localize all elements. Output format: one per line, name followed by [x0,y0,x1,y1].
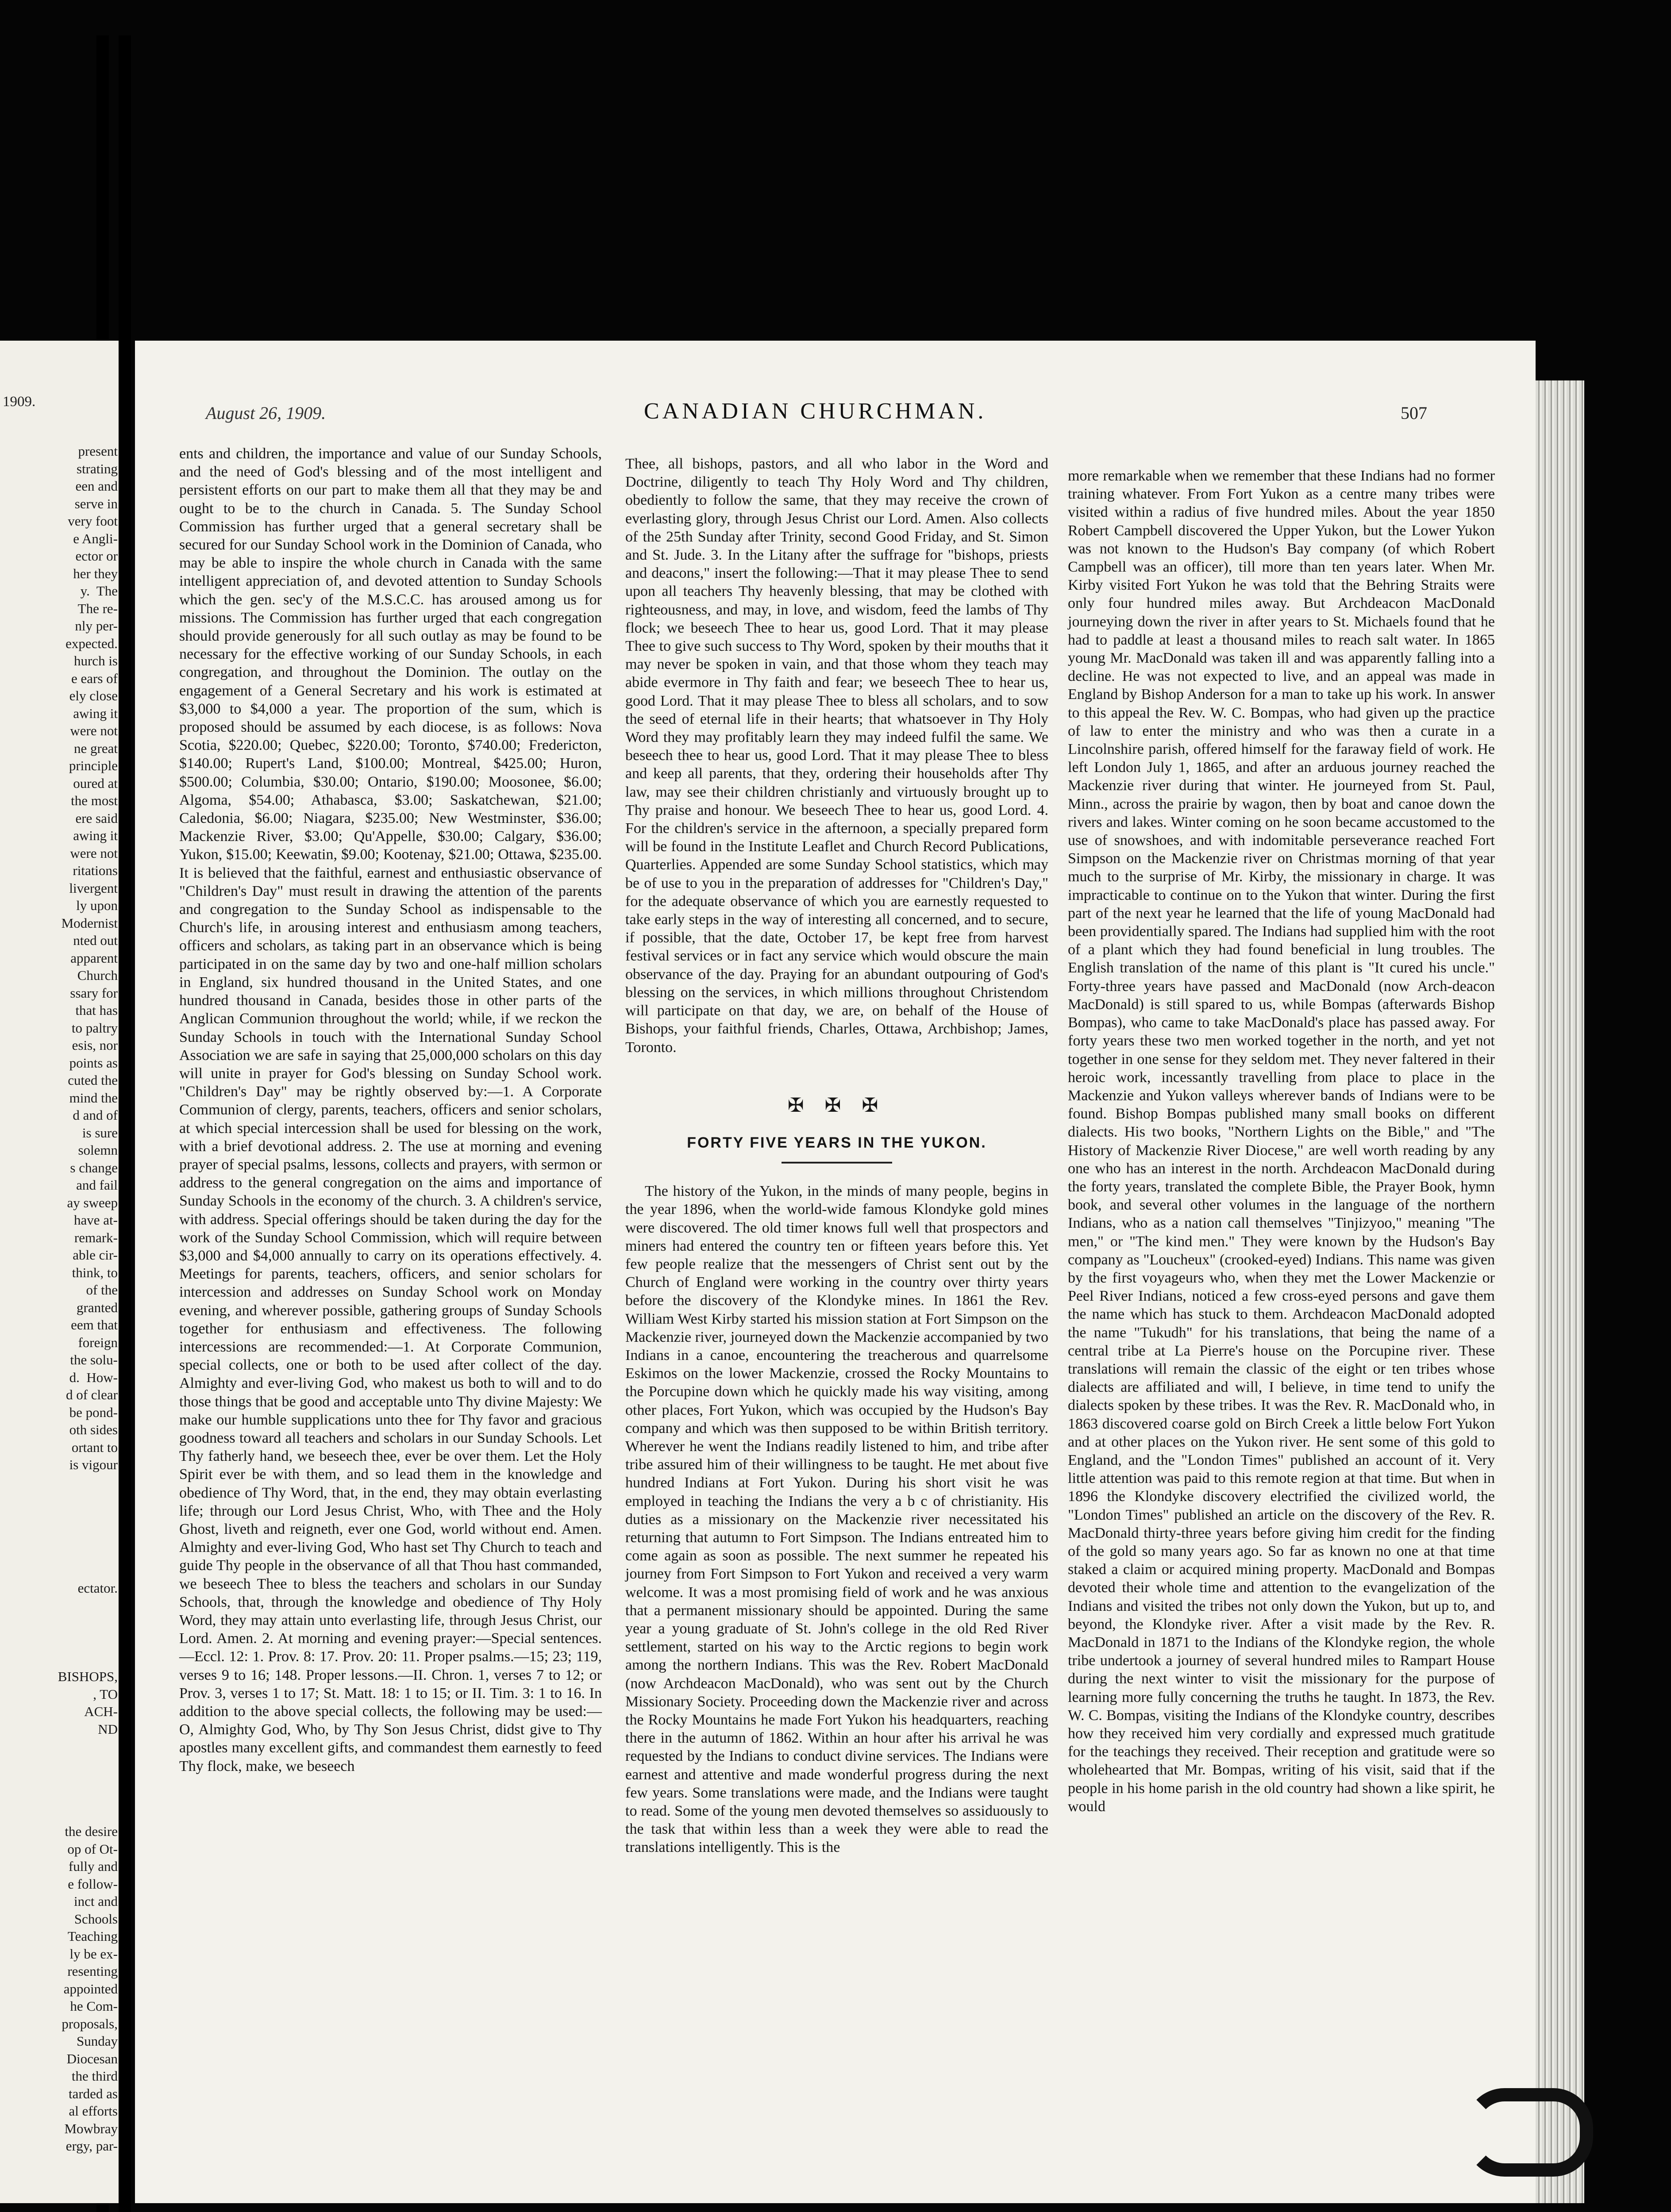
page-title: CANADIAN CHURCHMAN. [644,399,987,424]
adjacent-page-text: present strating een and serve in very foot e Angli- ector or her they y. The The re- nly per- expected. hurch is e ears of ely close awing it were not ne great principle oured at the most ere said awing it were not ritations livergent ly upon Modernist nted out apparent Church ssary for that has to paltry esis, nor points as cuted the mind the d and of is sure solemn s change and fail ay sweep have at- remark- able cir- think, to of the granted eem that foreign the solu- d. How- d of clear be pond- oth sides ortant to is vigour [61,443,118,1472]
adjacent-page-heading: BISHOPS, , TO ACH- ND [58,1669,118,1737]
section-ornament: ✠ ✠ ✠ [787,1094,886,1116]
text-column-3 [1068,467,1495,1816]
paragraph: The history of the Yukon, in the minds of many people, begins in the year 1896, when the world-wide famous Klondyke gold mines were discovered. The old timer knows full well that prospectors and miners had entered the country ten or fifteen years before this. Yet few people realize that the messengers of Christ sent out by the Church of England were working in the country over thirty years before the discovery of the Klondyke mines. In 1861 the Rev. William West Kirby started his mission station at Fort Simpson on the Mackenzie river, journeyed down the Mackenzie accompanied by two Indians in a canoe, encountering the treacherous and quarrelsome Eskimos on the lower Mackenzie, crossed the Rocky Mountains to the Porcupine down which he quickly made his way visiting, among other places, Fort Yukon, which was occupied by the Hudson's Bay company and which was then supposed to be within British territory. Wherever he went the Indians readily listened to him, and tribe after tribe assured him of their willingness to be taught. He met about five hundred Indians at Fort Yukon. During his short visit he was employed in teaching the Indians the very a b c of christianity. His duties as a missionary on the Mackenzie river necessitated his returning that autumn to Fort Simpson. The Indians entreated him to come again as soon as possible. The next summer he repeated his journey from Fort Simpson to Fort Yukon and received a very warm welcome. It was a most promising field of work and he was anxious that a permanent missionary should be appointed. During the same year a young graduate of St. John's college in the old Red River settlement, started on his way to the Arctic regions to begin work among the northern Indians. This was the Rev. Robert MacDonald (now Archdeacon MacDonald), who was sent out by the Church Missionary Society. Proceeding down the Mackenzie river and across the Rocky Mountains he made Fort Yukon his headquarters, reaching there in the autumn of 1862. Within an hour after his arrival he was requested by the Indians to conduct divine services. The Indians were earnest and attentive and made wonderful progress during the next few years. Some translations were made, and the Indians were taught to read. Some of the young men devoted themselves so assiduously to the task that within less than a week they were able to read the translations intelligently. This is the [625,1183,1048,1856]
article-headline: FORTY FIVE YEARS IN THE YUKON. [687,1134,987,1151]
adjacent-page [0,341,119,2203]
paragraph: ents and children, the importance and value of our Sunday Schools, and the need of God's blessing and of the most intelligent and persistent efforts on our part to make them all that they may be and ought to be to the church in Canada. 5. The Sunday School Commission has further urged that a general secretary shall be secured for our Sunday School work in the Dominion of Canada, who may be able to inspire the whole church in Canada with the same intelligent appreciation of, and devoted attention to Sunday Schools which the gen. sec'y of the M.S.C.C. has aroused among us for missions. The Commission has further urged that each congregation should provide generously for all such outlay as may be found to be necessary for the effective working of our Sunday Schools, in each congregation, and throughout the Dominion. The outlay on the engagement of a General Secretary and his work is estimated at $3,000 to $4,000 a year. The proportion of the sum, which is proposed should be assumed by each diocese, is as follows: Nova Scotia, $220.00; Quebec, $220.00; Toronto, $740.00; Fredericton, $140.00; Rupert's Land, $100.00; Montreal, $425.00; Huron, $500.00; Columbia, $30.00; Ontario, $190.00; Moosonee, $6.00; Algoma, $54.00; Athabasca, $3.00; Saskatchewan, $21.00; Caledonia, $6.00; Niagara, $235.00; New Westminster, $36.00; Mackenzie River, $3.00; Qu'Appelle, $30.00; Calgary, $36.00; Yukon, $15.00; Keewatin, $9.00; Kootenay, $21.00; Ottawa, $235.00. It is believed that the faithful, earnest and enthusiastic observance of "Children's Day" must result in drawing the attention of the parents and congregation to the Sunday School as indispensable to the Church's life, in arousing interest and enthusiasm among teachers, officers and scholars, as taking part in an observance which is being participated in on the same day by two and one-half million scholars in England, six hundred thousand in the United States, and one hundred thousand in Canada, besides those in other parts of the Anglican Communion throughout the world; while, if we reckon the Sunday Schools in touch with the International Sunday School Association we are safe in saying that 25,000,000 scholars on this day will unite in prayer for God's blessing on Sunday School work. "Children's Day" may be rightly observed by:—1. A Corporate Communion of clergy, parents, teachers, officers and senior scholars, at which special intercession shall be used for blessing on the work, with a brief devotional address. 2. The use at morning and evening prayer of special psalms, lessons, collects and prayers, with sermon or address to the general congregation on the aims and importance of Sunday Schools in the economy of the church. 3. A children's service, with address. Special offerings should be taken during the day for the work of the Sunday School Commission, which will require between $3,000 and $4,000 annually to carry on its operations effectively. 4. Meetings for parents, teachers, officers, and senior scholars for intercession and addresses on Sunday School work on Monday evening, and wherever possible, gathering groups of Sunday Schools together for enthusiasm and effectiveness. The following intercessions are recommended:—1. At Corporate Communion, special collects, one or both to be used after collect of the day. Almighty and ever-living God, who makest us both to will and to do those things that be good and acceptable unto Thy divine Majesty: We make our humble supplications unto thee for Thy favor and gracious goodness toward all teachers and scholars in our Sunday Schools. Let Thy fatherly hand, we beseech thee, ever be over them. Let the Holy Spirit ever be with them, and so lead them in the knowledge and obedience of Thy Word, that, in the end, they may obtain everlasting life; through our Lord Jesus Christ, Who, with Thee and the Holy Ghost, liveth and reigneth, ever one God, world without end. Amen. Almighty and ever-living God, Who hast set Thy Church to teach and guide Thy people in the observance of all that Thou hast commanded, we beseech Thee to bless the teachers and scholars in our Sunday Schools, that, through the knowledge and obedience of Thy Holy Word, they may attain unto everlasting life, through Jesus Christ, our Lord. Amen. 2. At morning and evening prayer:—Special sentences.—Eccl. 12: 1. Prov. 8: 17. Prov. 20: 11. Proper psalms.—15; 23; 119, verses 9 to 16; 148. Proper lessons.—II. Chron. 1, verses 7 to 12; or Prov. 3, verses 1 to 17; St. Matt. 18: 1 to 15; or II. Tim. 3: 1 to 16. In addition to the above special collects, the following may be used:—O, Almighty God, Who, by Thy Son Jesus Christ, didst give to Thy apostles many excellent gifts, and commandest them earnestly to feed Thy flock, make, we beseech [179,445,602,1774]
headline-rule [782,1162,892,1164]
newspaper-page [135,341,1536,2203]
text-column-1 [179,445,602,1775]
page-edges [1536,380,1584,2203]
binding-bar-right [119,35,131,2212]
page-number: 507 [1401,403,1427,423]
paragraph: more remarkable when we remember that these Indians had no former training whatever. From Fort Yukon as a centre many tribes were visited within a radius of five hundred miles. About the year 1850 Robert Campbell discovered the Upper Yukon, but the Lower Yukon was not known to the Hudson's Bay company (of which Robert Campbell was an officer), till more than ten years later. When Mr. Kirby visited Fort Yukon he was told that the Behring Straits were only four hundred miles away. But Archdeacon MacDonald journeying down the river in after years to St. Michaels found that he had to paddle at least a thousand miles to reach salt water. In 1865 young Mr. MacDonald was taken ill and was apparently falling into a decline. He was not expected to live, and an appeal was made in England by Bishop Anderson for a man to take up his work. In answer to this appeal the Rev. W. C. Bompas, who had given up the practice of law to enter the ministry and who was then a curate in a Lincolnshire parish, offered himself for the faraway field of work. He left London July 1, 1865, and after an arduous journey reached the Mackenzie river during that winter. He journeyed from St. Paul, Minn., across the prairie by wagon, then by boat and canoe down the rivers and lakes. Winter coming on he soon became accustomed to the use of snowshoes, and with indomitable perseverance reached Fort Simpson on the Mackenzie river on Christmas morning of that year much to the surprise of Mr. Kirby, the missionary in charge. It was impracticable to continue on to the Yukon that winter. During the first part of the next year he learned that the life of young MacDonald had been providentially spared. The Indians had supplied him with the root of a plant which they had found beneficial in lung troubles. The English translation of the name of this plant is "It cured his uncle." Forty-three years have passed and MacDonald (now Arch-deacon MacDonald) is still spared to us, while Bompas (afterwards Bishop Bompas), who came to take MacDonald's place has passed away. For forty years these two men worked together in the north, and yet not together in one sense for they seldom met. They never faltered in their heroic work, incessantly travelling from place to place in the Mackenzie and Yukon valleys wherever bands of Indians were to be found. Bishop Bompas published many small books on different dialects. His two books, "Northern Lights on the Bible," and "The History of Mackenzie River Diocese," are well worth reading by any one who has an interest in the north. Archdeacon MacDonald during the forty years, translated the complete Bible, the Prayer Book, hymn book, and several other volumes in the language of the northern Indians, who as a nation call themselves "Tinjizyoo," meaning "The men," or "The kind men." They were known by the Hudson's Bay company as "Loucheux" (crooked-eyed) Indians. This name was given by the first voyageurs who, when they met the Lower Mackenzie or Peel River Indians, noticed a few cross-eyed persons and gave them the name which has stuck to them. Archdeacon MacDonald adopted the name "Tukudh" for his translations, that being the name of a central tribe at La Pierre's house on the Porcupine river. These translations will remain the classic of the eight or ten tribes whose dialects are affiliated and will, I believe, in time tend to unify the dialects spoken by these tribes. It was the Rev. R. MacDonald who, in 1863 discovered coarse gold on Birch Creek a little below Fort Yukon and at other places on the Yukon river. He sent some of this gold to England, and the "London Times" published an account of it. Very little attention was paid to this remote region at that time. But when in 1896 the Klondyke discovery electrified the civilized world, the "London Times" published an article on the discovery of the Rev. R. MacDonald thirty-three years before giving him credit for the finding of the gold so many years ago. So far as known no one at that time staked a claim or acquired mining property. MacDonald and Bompas devoted their whole time and attention to the evangelization of the Indians and visited the tribes not only down the Yukon, but up to, and beyond, the Klondyke river. After a visit made by the Rev. R. MacDonald in 1871 to the Indians of the Klondyke region, the whole tribe undertook a journey of several hundred miles to Rampart House during the next winter to visit the missionary for the purpose of learning more fully concerning the truths he taught. In 1873, the Rev. W. C. Bompas, visiting the Indians of the Klondyke country, describes how they received him very cordially and expressed much gratitude for the teachings they received. Their reception and gratitude were so wholehearted that Mr. Bompas, writing of his visit, said that if the people in his home parish in the old country had shown a like spirit, he would [1068,468,1495,1815]
page-date: August 26, 1909. [206,403,326,423]
adjacent-page-header: 1909. [3,394,36,410]
text-column-2 [625,455,1048,1857]
adjacent-page-text: the desire op of Ot- fully and e follow- inct and Schools Teaching ly be ex- resenting appointed he Com- proposals, Sunday Diocesan the third tarded as al efforts Mowbray ergy, par- [62,1824,118,2154]
paragraph: Thee, all bishops, pastors, and all who labor in the Word and Doctrine, diligently to teach Thy Holy Word and Thy children, obediently to follow the same, that they may receive the crown of everlasting glory, through Jesus Christ our Lord. Amen. Also collects of the 25th Sunday after Trinity, second Good Friday, and St. Simon and St. Jude. 3. In the Litany after the suffrage for "bishops, priests and deacons," insert the following:—That it may please Thee to send upon all teachers Thy heavenly blessing, that may be clothed with righteousness, and may, in love, and wisdom, feed the lambs of Thy flock; we beseech Thee to hear us, good Lord. That it may please Thee to give such success to Thy Word, spoken by their mouths that it may never be spoken in vain, and that those whom they teach may abide evermore in Thy faith and fear; we beseech Thee to hear us, good Lord. That it may please Thee to bless all scholars, and to sow the seed of eternal life in their hearts; that whatsoever in Thy Holy Word they may profitably learn they may indeed fulfil the same. We beseech thee to hear us, good Lord. That it may please Thee to bless and keep all parents, that they, ordering their households after Thy law, may see their children christianly and virtuously brought up to Thy praise and honour. We beseech Thee to hear us, good Lord. 4. For the children's service in the afternoon, a specially prepared form will be found in the Institute Leaflet and Church Record Publications, Quarterlies. Appended are some Sunday School statistics, which may be of use to you in the preparation of addresses for "Children's Day," for the adequate observance of which you are earnestly requested to take early steps in the way of interesting all concerned, and to secure, if possible, that the date, October 17, be kept free from harvest festival services or in fact any service which would obscure the main observance of the day. Praying for an abundant outpouring of God's blessing on the services, in which millions throughout Christendom will participate on that day, we are, on behalf of the House of Bishops, your faithful friends, Charles, Ottawa, Archbishop; James, Toronto. [625,456,1048,1056]
binder-clip [1465,2088,1593,2177]
adjacent-page-text: ectator. [77,1580,118,1596]
